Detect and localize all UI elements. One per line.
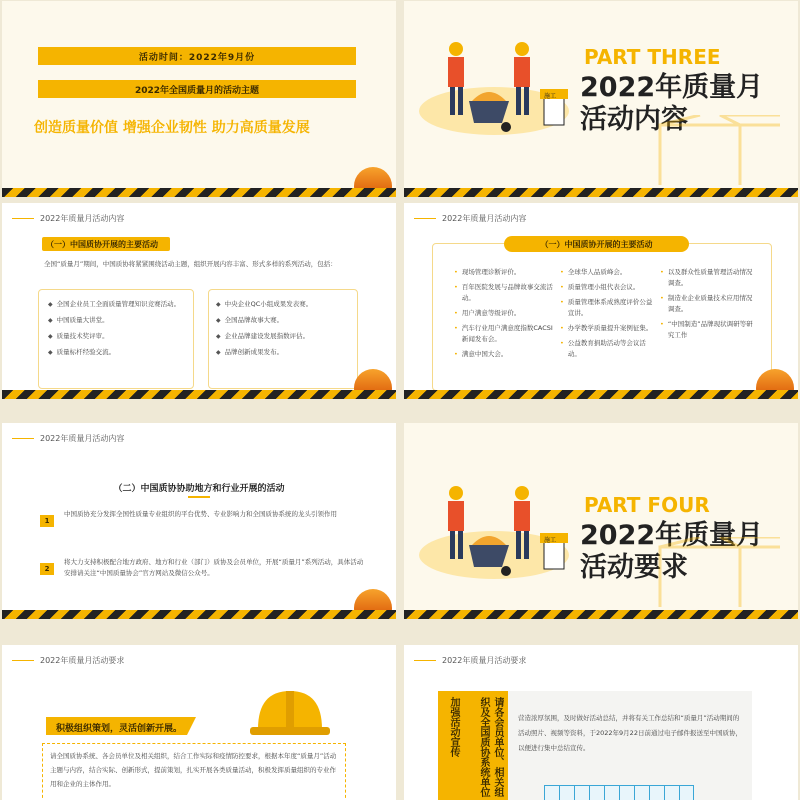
sign-label: 施工 (544, 93, 557, 100)
list-item: • 办学教学质量提升案例征集。 (560, 323, 656, 334)
slide-header: 2022年质量月活动内容 (12, 213, 124, 224)
section-title-line1: 2022年质量月 (580, 520, 764, 551)
section-title-line2: 活动要求 (580, 552, 688, 583)
list-right (216, 299, 356, 363)
list-item: ◆ 中央企业QC小组成果发表赛。 (216, 299, 356, 310)
list-item: ◆ 中国质量大讲堂。 (48, 315, 188, 326)
title-underline (188, 496, 210, 498)
fence-illustration (544, 785, 694, 800)
list-item: • “中国制造”品牌现状调研等研究工作 (660, 319, 754, 341)
hazard-stripe (2, 188, 396, 197)
section-tag: （一）中国质协开展的主要活动 (504, 236, 689, 252)
number-badge: 2 (40, 563, 54, 575)
section-title-line2: 活动内容 (580, 104, 688, 135)
crane-silhouette (640, 115, 790, 185)
hazard-stripe (2, 390, 396, 399)
slide-requirements-2 (404, 645, 798, 800)
number-badge: 1 (40, 515, 54, 527)
slide-theme (2, 1, 396, 197)
activity-theme-bar: 2022年全国质量月的活动主题 (38, 80, 356, 98)
workers-illustration (414, 475, 574, 585)
slide-part-four (404, 423, 798, 619)
list-item: ◆ 品牌创新成果发布。 (216, 347, 356, 358)
slide-header: 2022年质量月活动要求 (12, 655, 124, 666)
sign-label: 施工 (544, 537, 557, 544)
hard-hat-icon (250, 685, 330, 741)
tag-text: 积极组织策划，灵活创新开展。 (56, 724, 183, 734)
part-label: PART FOUR (584, 493, 710, 517)
slide-content-1 (2, 203, 396, 399)
body-text: 营造浓厚氛围，及时做好活动总结，并将有关工作总结和“质量月”活动期间的活动照片、视频等资料，于2022年9月22日前通过电子邮件报送至中国质协，以便进行集中总结宣传。 (518, 714, 742, 752)
activity-time-bar: 活动时间：2022年9月份 (38, 47, 356, 65)
list-item: • 制造业企业质量技术应用情况调查。 (660, 293, 754, 315)
section-tag: （一）中国质协开展的主要活动 (42, 237, 170, 251)
list-item: • 汽车行业用户满意度指数CACSI新闻发布会。 (454, 323, 554, 345)
hazard-stripe (2, 610, 396, 619)
section-title: （二）中国质协协助地方和行业开展的活动 (113, 484, 285, 494)
intro-text: 全国“质量月”期间，中国质协将紧紧围绕活动主题，组织开展内容丰富、形式多样的系列活动，包括： (44, 260, 337, 268)
list-item: • 质量管理小组代表会议。 (560, 282, 656, 293)
list-item: ◆ 企业品牌建设发展指数评估。 (216, 331, 356, 342)
list-item: • 质量管理体系成熟度评价公益宣讲。 (560, 297, 656, 319)
column-2 (560, 267, 656, 364)
list-item: • 全球华人品质峰会。 (560, 267, 656, 278)
paragraph-1: 中国质协充分发挥全国性质量专业组织的平台优势、专业影响力和全国质协系统的龙头引领作用 (64, 510, 337, 518)
slide-header: 2022年质量月活动要求 (414, 655, 526, 666)
list-item: • 公益教育捐助活动等会议活动。 (560, 338, 656, 360)
slide-part-three (404, 1, 798, 197)
slide-header: 2022年质量月活动内容 (12, 433, 124, 444)
slide-requirements-1 (2, 645, 396, 800)
workers-illustration (414, 31, 574, 141)
slide-content-2 (404, 203, 798, 399)
list-item: • 用户满意等级评价。 (454, 308, 554, 319)
list-item: • 百年医院发展与品牌故事交流活动。 (454, 282, 554, 304)
slide-header: 2022年质量月活动内容 (414, 213, 526, 224)
section-title-line1: 2022年质量月 (580, 72, 764, 103)
list-item: • 现场管理诊断评价。 (454, 267, 554, 278)
hazard-stripe (404, 610, 798, 619)
hazard-stripe (404, 390, 798, 399)
list-item: ◆ 质量标杆经验交流。 (48, 347, 188, 358)
body-text: 请全国质协系统、各会员单位及相关组织，结合工作实际和疫情防控要求，根据本年度“质量月”活动主题与内容，结合实际、创新形式，提前策划，扎实开展各类质量活动，积极发挥质量组织的专业作用和企业的主体作用。 (50, 752, 337, 788)
slide-content-3 (2, 423, 396, 619)
slogan: 创造质量价值 增强企业韧性 助力高质量发展 (34, 120, 310, 136)
vertical-title: 加强活动宣传 (448, 697, 459, 757)
list-item: • 以及群众性质量管理活动情况调查。 (660, 267, 754, 289)
list-item: ◆ 全国企业员工全面质量管理知识竞赛活动。 (48, 299, 188, 310)
column-1 (454, 267, 554, 364)
crane-silhouette (640, 537, 790, 607)
part-label: PART THREE (584, 45, 721, 69)
list-item: ◆ 质量技术奖评审。 (48, 331, 188, 342)
list-item: • 满意中国大会。 (454, 349, 554, 360)
list-item: ◆ 全国品牌故事大赛。 (216, 315, 356, 326)
hazard-stripe (404, 188, 798, 197)
list-left (48, 299, 188, 363)
paragraph-2: 将大力支持积极配合地方政府、地方和行业（部门）质协及会员单位，开展“质量月”系列活动，具体活动安排请关注“中国质量协会”官方网站及微信公众号。 (64, 558, 364, 577)
vertical-subtitle: 请各会员单位、相关组织及全国质协系统单位 (478, 697, 503, 797)
column-3 (660, 267, 754, 345)
